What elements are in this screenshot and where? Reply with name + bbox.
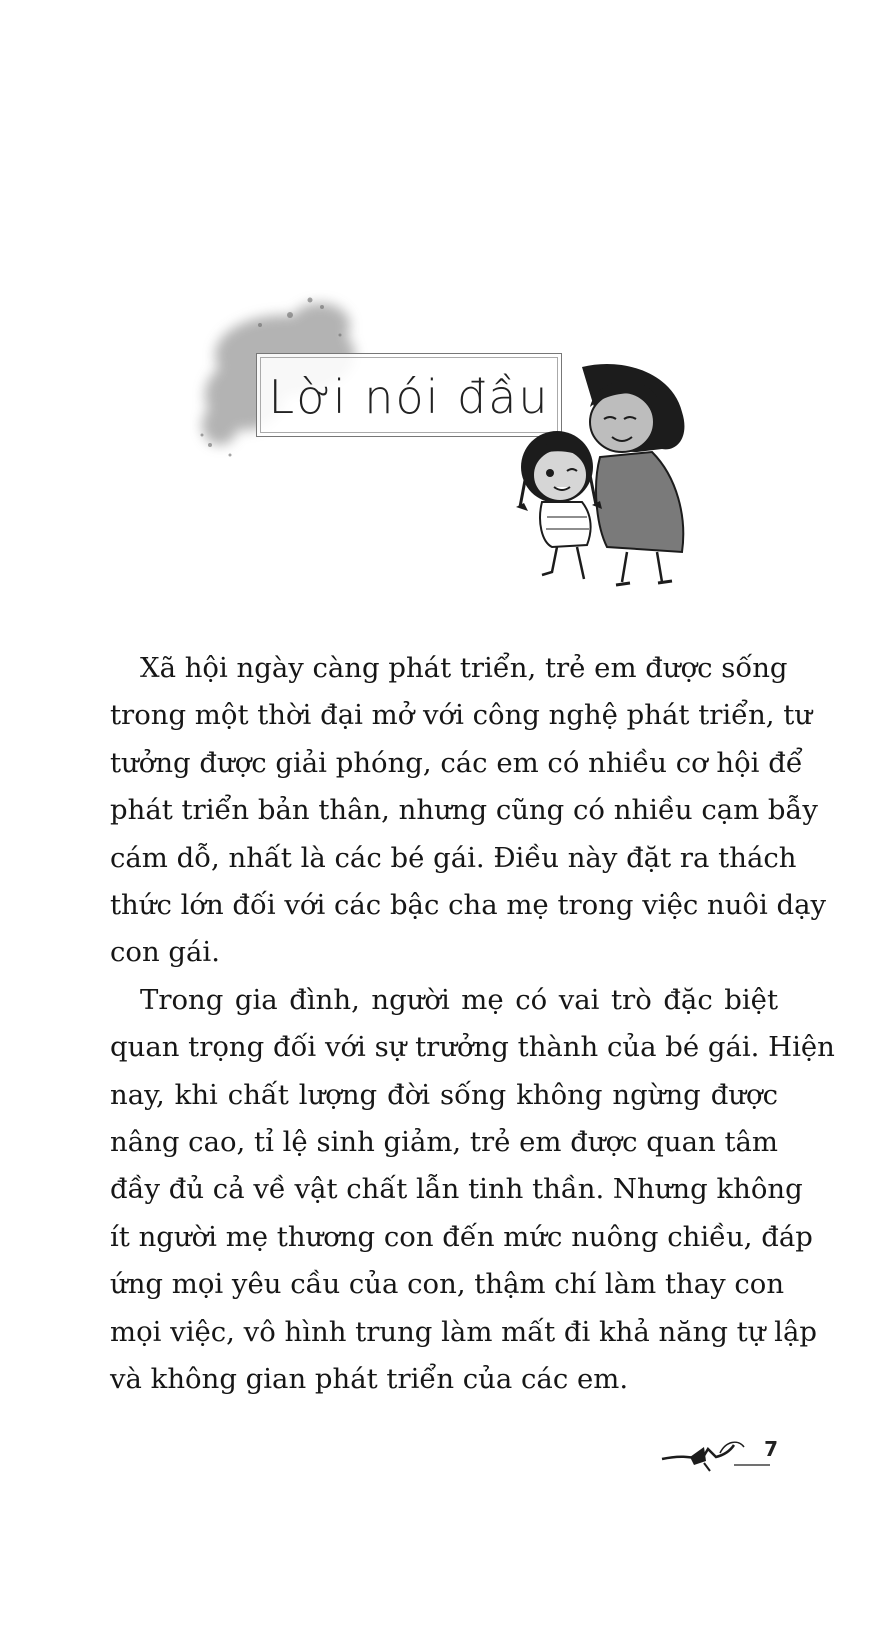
chapter-title: Lời nói đầu [268, 370, 550, 424]
text-line: ít người mẹ thương con đến mức nuông chiều, đáp [110, 1220, 813, 1253]
text-line: con gái. [110, 936, 220, 969]
text-line: ứng mọi yêu cầu của con, thậm chí làm thay con [110, 1268, 785, 1301]
mother-and-daughter-illustration [512, 357, 702, 597]
preface-body [110, 645, 835, 1404]
text-line: quan trọng đối với sự trưởng thành của bé gái. Hiện [110, 1031, 835, 1064]
text-line: Xã hội ngày càng phát triển, trẻ em được sống [140, 652, 788, 684]
text-line: và không gian phát triển của các em. [110, 1363, 629, 1396]
text-line: nay, khi chất lượng đời sống không ngừng được [110, 1078, 778, 1111]
text-line: cám dỗ, nhất là các bé gái. Điều này đặt ra thách [110, 841, 797, 874]
paragraph-1 [110, 645, 827, 977]
mother-figure [582, 364, 684, 585]
text-line: phát triển bản thân, nhưng cũng có nhiều cạm bẫy [110, 794, 818, 827]
text-line: trong một thời đại mở với công nghệ phát triển, tư [110, 699, 813, 732]
text-line: nâng cao, tỉ lệ sinh giảm, trẻ em được quan tâm [110, 1126, 778, 1159]
text-line: Trong gia đình, người mẹ có vai trò đặc biệt [140, 983, 778, 1016]
paragraph-2 [110, 977, 835, 1404]
text-line: thức lớn đối với các bậc cha mẹ trong việc nuôi dạy [110, 889, 827, 922]
text-line: đầy đủ cả về vật chất lẫn tinh thần. Nhưng không [110, 1173, 803, 1206]
bird-arrow-ornament-icon [660, 1435, 770, 1475]
text-line: tưởng được giải phóng, các em có nhiều cơ hội để [110, 746, 803, 779]
chapter-header [190, 285, 700, 605]
text-line: mọi việc, vô hình trung làm mất đi khả năng tự lập [110, 1315, 817, 1348]
page-footer [660, 1435, 790, 1475]
page-number: 7 [764, 1437, 778, 1461]
daughter-figure [516, 431, 602, 579]
